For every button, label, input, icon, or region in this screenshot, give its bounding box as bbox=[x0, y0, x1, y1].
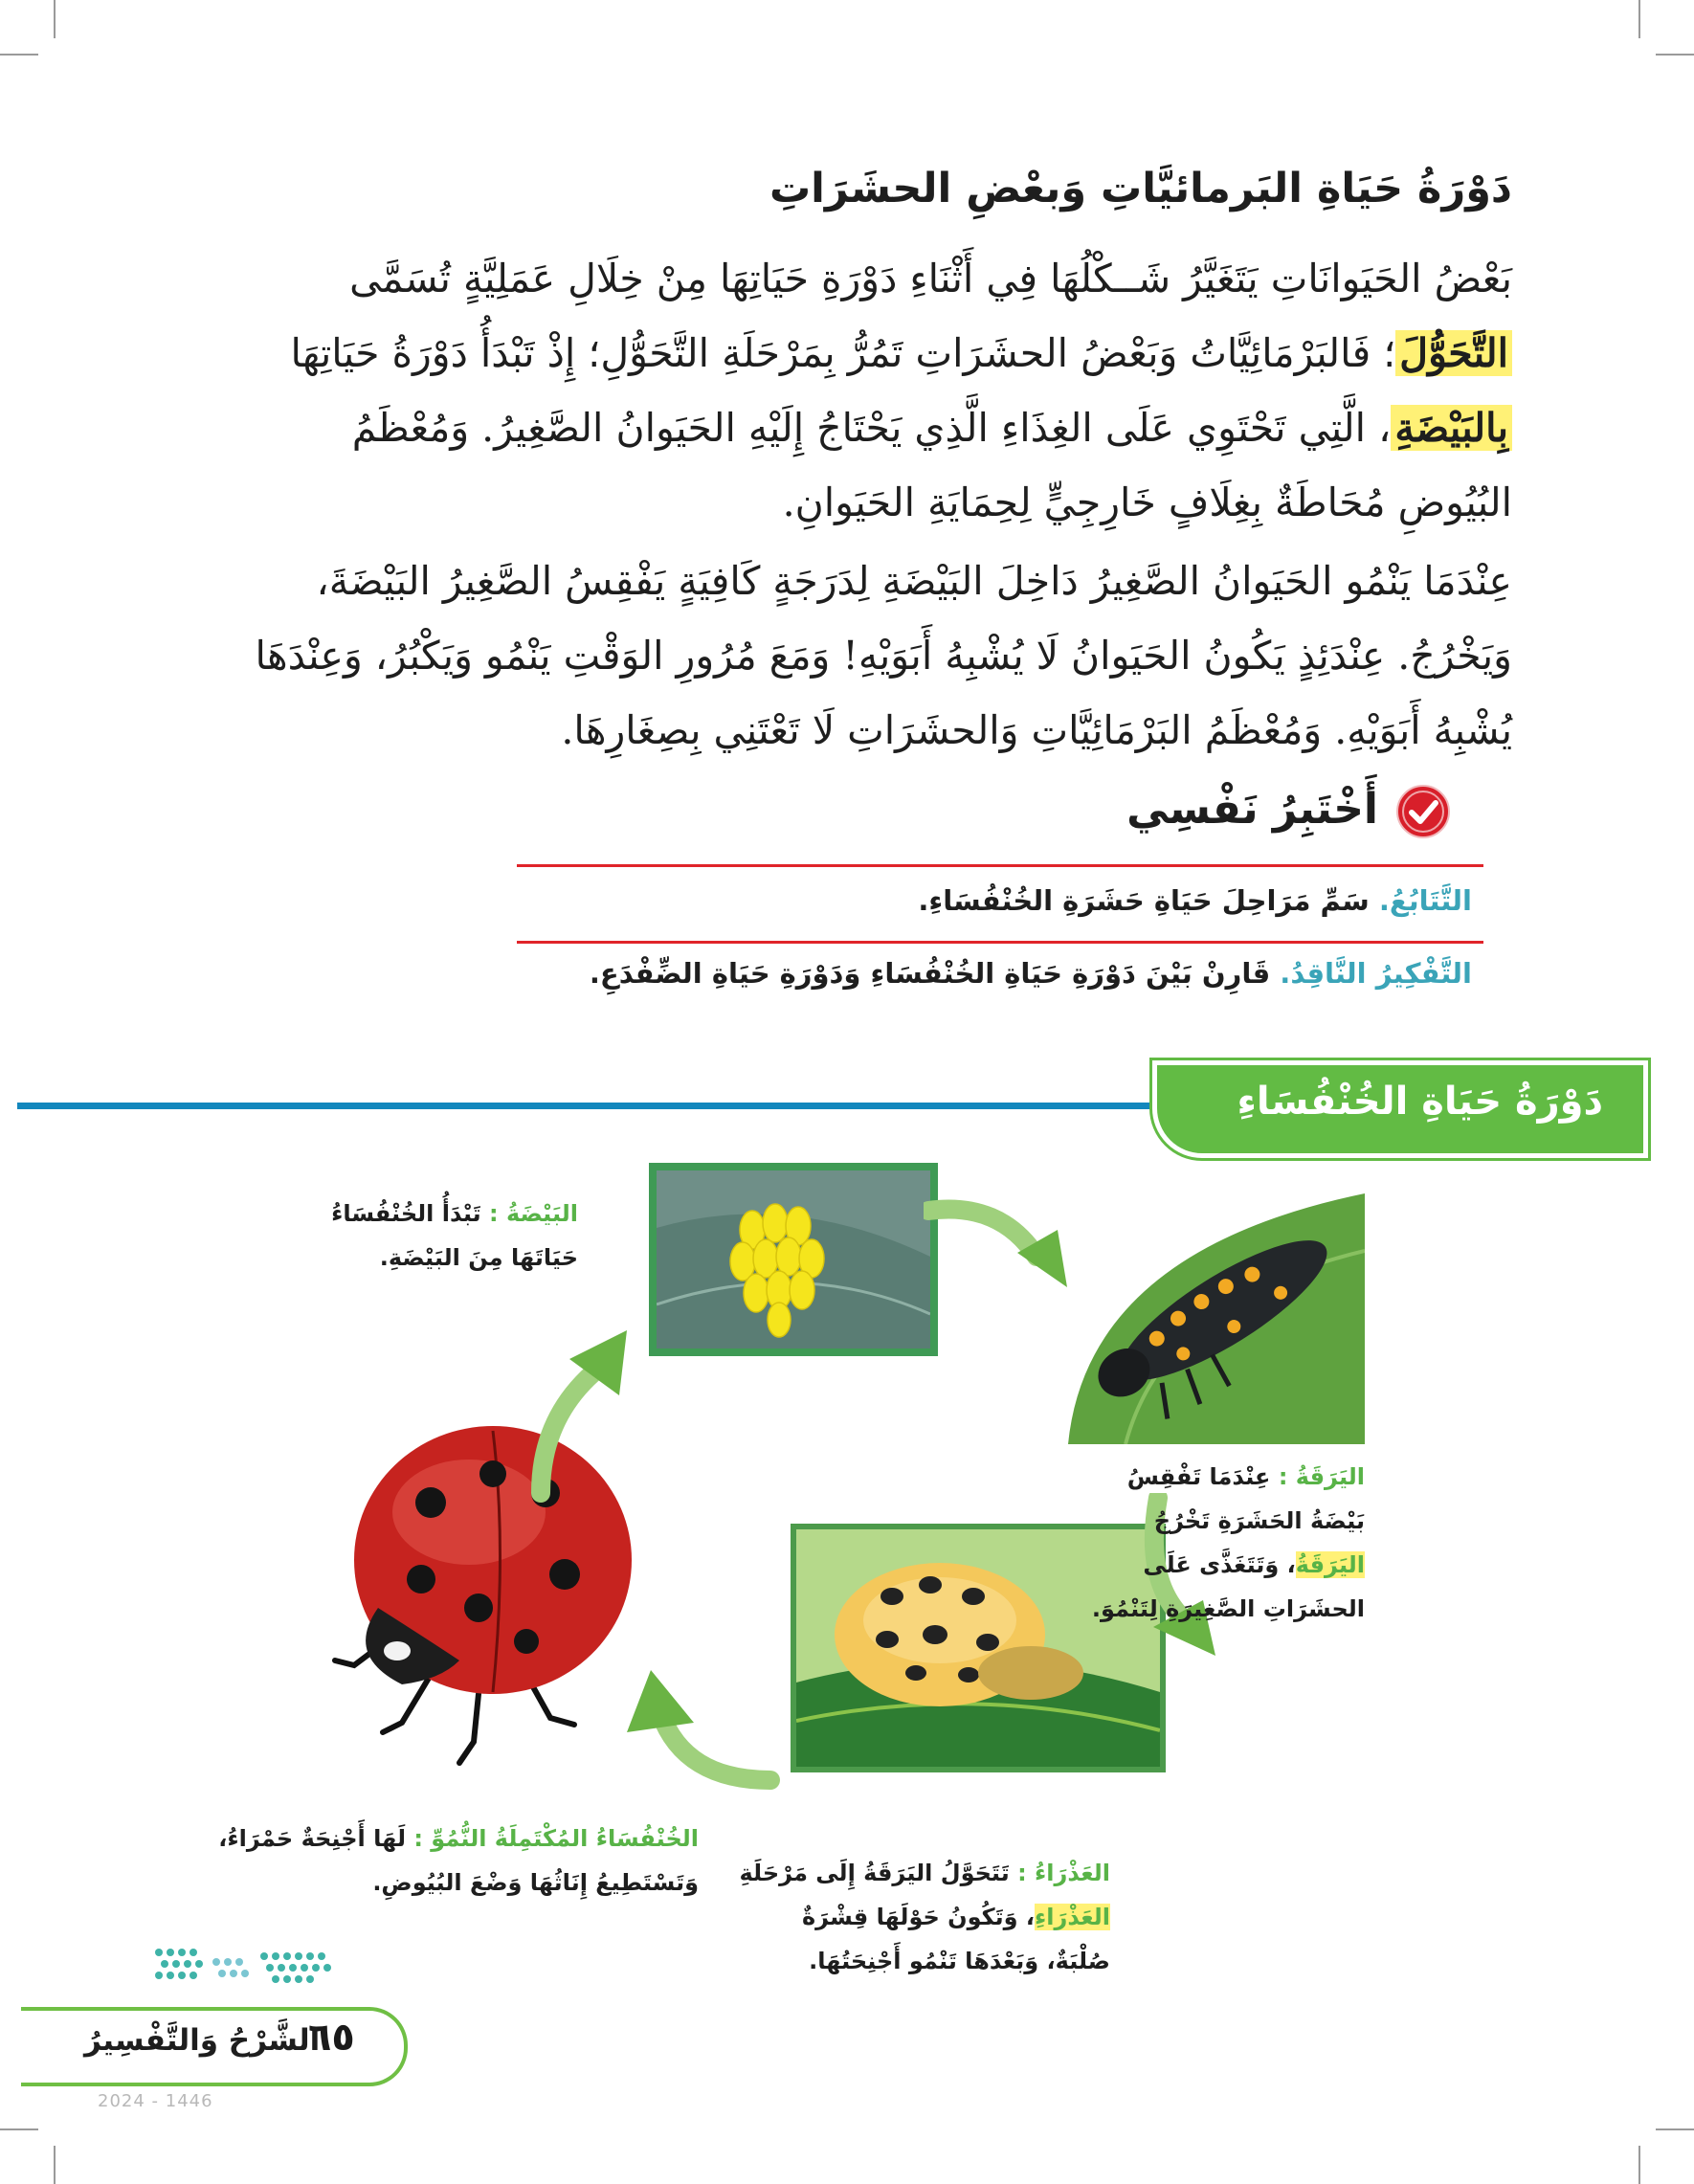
egg-caption bbox=[291, 1192, 578, 1280]
caption-text: ، وَتَكُونُ حَوْلَهَا قِشْرَةٌ صُلْبَةٌ، وَبَعْدَهَا تَنْمُو أَجْنِحَتُهَا. bbox=[801, 1904, 1110, 1974]
highlighted-term: بِالبَيْضَةِ bbox=[1391, 405, 1512, 451]
divider-line bbox=[517, 864, 1483, 867]
stage-term: اليَرَقَةُ : bbox=[1278, 1463, 1365, 1490]
question-critical-thinking bbox=[515, 957, 1472, 990]
stage-term: الخُنْفُسَاءُ المُكْتَمِلَةُ النُّمُوِّ : bbox=[413, 1825, 699, 1852]
page-number: ٦٥ bbox=[308, 2016, 355, 2060]
ministry-logo-icon bbox=[149, 1943, 350, 2000]
self-check-title: أَخْتَبِرُ نَفْسِي bbox=[1126, 785, 1378, 834]
highlighted-term: اليَرَقَةُ bbox=[1295, 1551, 1365, 1578]
question-sequence bbox=[515, 884, 1472, 917]
stage-term: العَذْرَاءُ : bbox=[1017, 1860, 1110, 1886]
caption-text: ، وَتَتَغَذَّى عَلَى الحشَرَاتِ الصَّغِيرَةِ لِتَنْمُوَ. bbox=[1091, 1551, 1365, 1622]
highlighted-term: التَّحَوُّلَ bbox=[1395, 330, 1512, 376]
footer-section-title: الشَّرْحُ وَالتَّفْسِيرُ bbox=[84, 2023, 321, 2058]
paragraph-text: بَعْضُ الحَيَوانَاتِ يَتَغَيَّرُ شَــكْلُهَا فِي أَثْنَاءِ دَوْرَةِ حَيَاتِهَا مِنْ خِلَالِ عَمَلِيَّةٍ تُسَمَّى bbox=[349, 256, 1512, 301]
cycle-arrow-pupa-to-adult bbox=[608, 1656, 780, 1799]
larva-photo bbox=[1049, 1193, 1365, 1444]
paragraph-text: ؛ فَالبَرْمَائِيَّاتُ وَبَعْضُ الحشَرَاتِ تَمُرُّ بِمَرْحَلَةِ التَّحَوُّلِ؛ إِذْ تَبْدَأُ دَوْرَةُ حَيَاتِهَا bbox=[290, 330, 1396, 376]
intro-paragraph bbox=[239, 241, 1512, 540]
crop-mark bbox=[54, 0, 56, 38]
cycle-arrow-adult-to-egg bbox=[531, 1311, 636, 1503]
footer-year: 2024 - 1446 bbox=[98, 2091, 213, 2111]
pupa-caption bbox=[737, 1851, 1110, 1983]
question-label: التَّتَابُعُ. bbox=[1378, 884, 1472, 917]
caption-text: لَهَا أَجْنِحَةٌ حَمْرَاءُ، وَتَسْتَطِيعُ إِنَاثُهَا وَضْعَ البُيُوضِ. bbox=[218, 1825, 699, 1896]
crop-mark bbox=[0, 2128, 38, 2130]
crop-mark bbox=[1638, 2146, 1640, 2184]
diagram-title: دَوْرَةُ حَيَاةِ الخُنْفُسَاءِ bbox=[1237, 1080, 1603, 1124]
section-rule bbox=[17, 1103, 1166, 1109]
larva-caption bbox=[1087, 1455, 1365, 1631]
question-text: قَارِنْ بَيْنَ دَوْرَةِ حَيَاةِ الخُنْفُسَاءِ وَدَوْرَةِ حَيَاةِ الضِّفْدَعِ. bbox=[589, 957, 1281, 990]
question-label: التَّفْكِيرُ النَّاقِدُ. bbox=[1280, 957, 1472, 990]
crop-mark bbox=[1656, 2128, 1694, 2130]
highlighted-term: العَذْرَاءِ bbox=[1035, 1904, 1110, 1930]
stage-term: البَيْضَةُ : bbox=[489, 1200, 578, 1227]
growth-paragraph: عِنْدَمَا يَنْمُو الحَيَوانُ الصَّغِيرُ دَاخِلَ البَيْضَةِ لِدَرَجَةٍ كَافِيَةٍ يَفْقِسُ الصَّغِيرُ البَيْضَةَ، وَيَخْرُجُ. عِنْدَئِذٍ يَكُونُ الحَيَوانُ لَا يُشْبِهُ أَبَوَيْهِ! وَمَعَ مُرُورِ الوَقْتِ يَنْمُو وَيَكْبُرُ، وَعِنْدَهَا يُشْبِهُ أَبَوَيْهِ. وَمُعْظَمُ البَرْمَائِيَّاتِ وَالحشَرَاتِ لَا تَعْتَنِي بِصِغَارِهَا. bbox=[255, 558, 1512, 753]
adult-caption bbox=[201, 1816, 699, 1905]
question-text: سَمِّ مَرَاحِلَ حَيَاةِ حَشَرَةِ الخُنْفُسَاءِ. bbox=[918, 884, 1379, 917]
crop-mark bbox=[1656, 54, 1694, 56]
cycle-arrow-egg-to-larva bbox=[924, 1192, 1077, 1302]
crop-mark bbox=[1638, 0, 1640, 38]
caption-text: عِنْدَمَا تَفْقِسُ بَيْضَةُ الحَشَرَةِ تَخْرُجُ bbox=[1126, 1463, 1365, 1534]
crop-mark bbox=[54, 2146, 56, 2184]
egg-photo bbox=[649, 1163, 938, 1356]
paragraph-text: ، الَّتِي تَحْتَوِي عَلَى الغِذَاءِ الَّذِي يَحْتَاجُ إِلَيْهِ الحَيَوانُ الصَّغِيرُ. وَمُعْظَمُ البُيُوضِ مُحَاطَةٌ بِغِلَافٍ خَارِجِيٍّ لِحِمَايَةِ الحَيَوانِ. bbox=[351, 405, 1512, 525]
section-title: دَوْرَةُ حَيَاةِ البَرمائيَّاتِ وَبعْضِ الحشَرَاتِ bbox=[769, 165, 1512, 212]
caption-text: تَبْدَأُ الخُنْفُسَاءُ حَيَاتَهَا مِنَ البَيْضَةِ. bbox=[331, 1200, 578, 1271]
check-circle-icon bbox=[1395, 784, 1451, 839]
divider-line bbox=[517, 941, 1483, 944]
caption-text: تَتَحَوَّلُ اليَرَقَةُ إِلَى مَرْحَلَةِ bbox=[739, 1860, 1018, 1886]
crop-mark bbox=[0, 54, 38, 56]
